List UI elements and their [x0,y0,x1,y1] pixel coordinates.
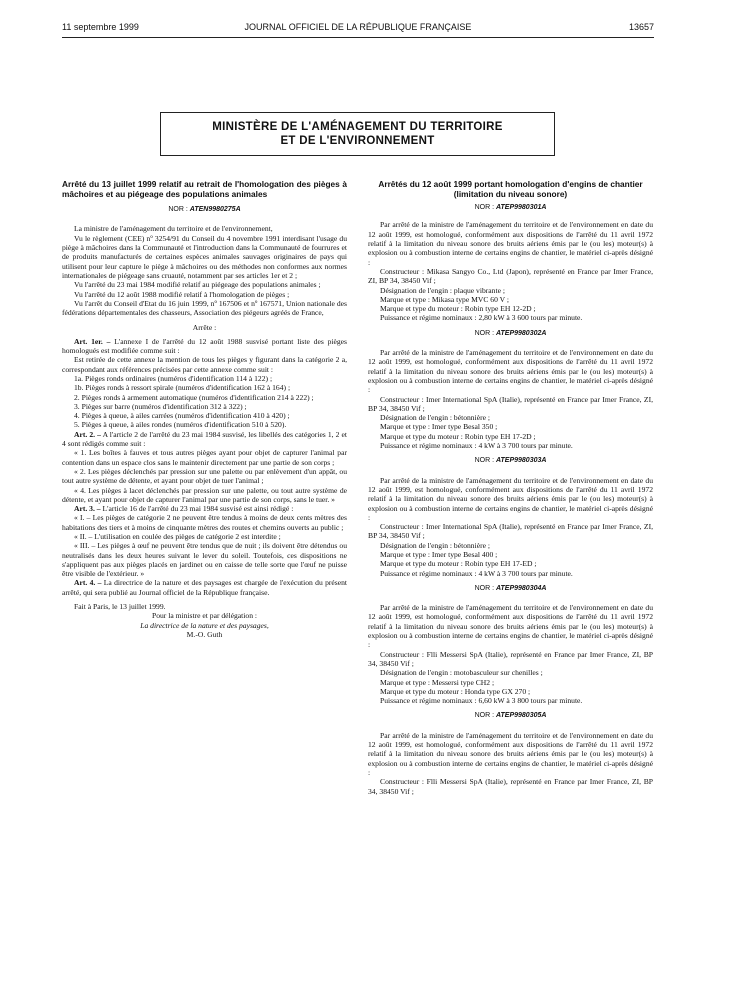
ministry-box [160,112,555,156]
decree-item: Constructeur : Imer International SpA (Italie), représenté en France par Imer France, ZI, BP 34, 38450 Vif ; [368,394,653,413]
paragraph: « II. – L'utilisation en coulée des pièges de catégorie 2 est interdite ; [74,531,281,541]
right-column [368,180,653,796]
paragraph: 2. Pièges ronds à armement automatique (numéros d'identification 214 à 222) ; [74,392,314,402]
paragraph: « I. – Les pièges de catégorie 2 ne peuvent être tendus à moins de deux cents mètres des habitations des tiers et à moins de cinquante mètres des routes et chemins ouverts au public ; [62,513,347,532]
decree-item: Constructeur : Imer International SpA (Italie), représenté en France par Imer France, ZI, BP 34, 38450 Vif ; [368,522,653,541]
decree-intro: Par arrêté de la ministre de l'aménagement du territoire et de l'environnement en date du 12 août 1999, est homologué, conformément aux dispositions de l'arrêté du 11 avril 1972 relatif à la limitation du niveau sonore des bruits aériens émis par le (ou les) moteur(s) à explosion ou à combustion interne de certains engins de chantier, le matériel ci-après désigné : [368,348,653,395]
decree-item: Puissance et régime nominaux : 4 kW à 3 700 tours par minute. [380,568,573,578]
decree-item: Puissance et régime nominaux : 6,60 kW à 3 800 tours par minute. [380,696,583,706]
article-3-text: L'article 16 de l'arrêté du 23 mai 1984 susvisé est ainsi rédigé : [100,504,294,514]
nor-label: NOR : [474,329,495,337]
decree-title: Arrêté du 13 juillet 1999 relatif au retrait de l'homologation des pièges à mâchoires et au piégeage des populations animales [62,179,347,199]
paragraph: 4. Pièges à queue, à ailes carrées (numéros d'identification 410 à 420) ; [74,411,290,421]
decrees-title: Arrêtés du 12 août 1999 portant homologation d'engins de chantier (limitation du niveau sonore) [378,179,643,199]
nor-label: NOR : [474,204,495,212]
decree-item: Constructeur : Flli Messersi SpA (Italie), représenté en France par Imer France, ZI, BP 34, 38450 Vif ; [368,777,653,796]
paragraph: 1a. Pièges ronds ordinaires (numéros d'identification 114 à 122) ; [74,373,273,383]
page-header [62,22,654,36]
decree-item: Marque et type : Imer type Besal 400 ; [380,549,498,559]
article-1-body [62,355,347,429]
paragraph: « III. – Les pièges à œuf ne peuvent être tendus que de nuit ; ils doivent être détendus ou neutralisés dans les deux heures suivant le lever du soleil. Toutefois, ces dispositions ne s'appliquent pas aux pièges placés en jardinet ou en caisse de telle sorte que l'œuf ne puisse être visible de l'extérieur. » [62,541,347,579]
decree-intro: Par arrêté de la ministre de l'aménagement du territoire et de l'environnement en date du 12 août 1999, est homologué, conformément aux dispositions de l'arrêté du 11 avril 1972 relatif à la limitation du niveau sonore des bruits aériens émis par le (ou les) moteur(s) à explosion ou à combustion interne de certains engins de chantier, le matériel ci-après désigné : [368,475,653,522]
nor-label: NOR : [168,206,188,214]
paragraph: 5. Pièges à queue, à ailes rondes (numéros d'identification 510 à 520). [74,420,287,430]
decree-item: Marque et type : Messersi type CH2 ; [380,677,495,687]
nor-code: ATEN9980275A [189,206,241,214]
article-3-label: Art. 3. – [74,504,101,514]
paragraph: 1b. Pièges ronds à ressort spirale (numéros d'identification 162 à 164) ; [74,383,291,393]
article-1 [62,337,347,356]
header-date: 11 septembre 1999 [62,22,139,32]
nor-code: ATEP9980301A [495,204,547,212]
header-rule [62,37,654,38]
signature-line-2: La directrice de la nature et des paysages, [140,620,269,630]
decree-item: Marque et type du moteur : Robin type EH 17-ED ; [380,559,537,569]
decree-item: Désignation de l'engin : plaque vibrante ; [380,285,505,295]
article-4 [62,578,347,597]
nor-reference [368,203,653,212]
paragraph: « 1. Les boîtes à fauves et tous autres pièges ayant pour objet de capturer l'animal par contention dans un espace clos sans le maintenir directement par une partie de son corps ; [62,448,347,467]
left-column [62,180,347,639]
arrete-heading: Arrête : [192,323,217,333]
article-3 [62,504,347,513]
article-2-text: A l'article 2 de l'arrêté du 23 mai 1984 susvisé, les libellés des catégories 1, 2 et 4 sont rédigés comme suit : [62,429,347,449]
signature-line-1: Pour la ministre et par délégation : [151,611,258,621]
paragraph: Vu l'arrêté du 23 mai 1984 modifié relatif au piégeage des populations animales ; [74,280,321,290]
nor-code: ATEP9980303A [495,457,547,465]
decree-item: Marque et type du moteur : Honda type GX 270 ; [380,686,531,696]
done-at: Fait à Paris, le 13 juillet 1999. [74,602,166,612]
nor-code: ATEP9980305A [495,712,547,720]
article-3-body [62,513,347,578]
decree-item: Marque et type : Imer type Besal 350 ; [380,422,498,432]
paragraph: Vu le règlement (CEE) nº 3254/91 du Conseil du 4 novembre 1991 interdisant l'usage du piège à mâchoires dans la Communauté et l'introduction dans la Communauté de fourrures et de produits manufacturés de certaines espèces animales sauvages originaires de pays qui utilisent pour leur capture le piège à mâchoires ou des méthodes non conformes aux normes internationales de piégeage sans cruauté, notamment par ses articles 1er et 2 ; [62,233,347,280]
nor-reference [368,711,653,720]
paragraph: « 4. Les pièges à lacet déclenchés par pression sur une palette, ou tout autre système de détente, et ayant pour objet de capturer l'animal par une partie de son corps, sans le tuer. » [62,485,347,504]
ministry-line-2: ET DE L'ENVIRONNEMENT [280,135,435,147]
header-page-number: 13657 [628,22,654,32]
decree-intro: Par arrêté de la ministre de l'aménagement du territoire et de l'environnement en date du 12 août 1999, est homologué, conformément aux dispositions de l'arrêté du 11 avril 1972 relatif à la limitation du niveau sonore des bruits aériens émis par le (ou les) moteur(s) à explosion ou à combustion interne de certains engins de chantier, le matériel ci-après désigné : [368,730,653,777]
decree-item: Marque et type du moteur : Robin type EH 17-2D ; [380,431,536,441]
decree-item: Puissance et régime nominaux : 2,80 kW à 3 600 tours par minute. [380,313,583,323]
paragraph: Vu l'arrêt du Conseil d'Etat du 16 juin 1999, nº 167506 et nº 167571, Union nationale des fédérations départementales des chasseurs, Association des piégeurs agréés de France, [62,298,347,318]
article-1-label: Art. 1er. – [74,336,111,346]
decree-item: Désignation de l'engin : bétonnière ; [380,540,490,550]
nor-code: ATEP9980304A [495,584,547,592]
decree-item: Marque et type du moteur : Robin type EH 12-2D ; [380,304,536,314]
nor-reference [368,456,653,465]
decree-intro: Par arrêté de la ministre de l'aménagement du territoire et de l'environnement en date du 12 août 1999, est homologué, conformément aux dispositions de l'arrêté du 11 avril 1972 relatif à la limitation du niveau sonore des bruits aériens émis par le (ou les) moteur(s) à explosion ou à combustion interne de certains engins de chantier, le matériel ci-après désigné : [368,603,653,650]
article-1-text: L'annexe I de l'arrêté du 12 août 1988 susvisé portant liste des pièges homologués est modifiée comme suit : [62,336,347,356]
paragraph: Est retirée de cette annexe la mention de tous les pièges y figurant dans la catégorie 2 a, correspondant aux références précisées par cette annexe comme suit : [62,355,347,374]
preamble [62,224,347,317]
decree-item: Constructeur : Flli Messersi SpA (Italie), représenté en France par Imer France, ZI, BP 34, 38450 Vif ; [368,649,653,668]
paragraph: Vu l'arrêté du 12 août 1988 modifié relatif à l'homologation de pièges ; [74,289,290,299]
article-2-label: Art. 2. – [74,429,101,439]
decree-sections [368,203,653,796]
paragraph: 3. Pièges sur barre (numéros d'identification 312 à 322) ; [74,401,247,411]
decree-intro: Par arrêté de la ministre de l'aménagement du territoire et de l'environnement en date du 12 août 1999, est homologué, conformément aux dispositions de l'arrêté du 11 avril 1972 relatif à la limitation du niveau sonore des bruits aériens émis par le (ou les) moteur(s) à explosion ou à combustion interne de certains engins de chantier, le matériel ci-après désigné : [368,220,653,267]
article-4-text: La directrice de la nature et des paysages est chargée de l'exécution du présent arrêté, qui sera publié au Journal officiel de la République française. [62,578,348,597]
ministry-line-1: MINISTÈRE DE L'AMÉNAGEMENT DU TERRITOIRE [212,121,503,133]
article-2 [62,430,347,449]
article-2-body [62,448,347,504]
nor-reference [62,205,347,214]
decree-item: Marque et type : Mikasa type MVC 60 V ; [380,294,510,304]
nor-reference [368,584,653,593]
decree-item: Puissance et régime nominaux : 4 kW à 3 700 tours par minute. [380,441,573,451]
signature-name: M.-O. Guth [186,629,223,639]
article-4-label: Art. 4. – [74,578,102,588]
nor-label: NOR : [474,457,495,465]
nor-code: ATEP9980302A [495,329,547,337]
header-journal-title: JOURNAL OFFICIEL DE LA RÉPUBLIQUE FRANÇAISE [244,22,472,32]
nor-label: NOR : [474,712,495,720]
nor-label: NOR : [474,584,495,592]
decree-item: Constructeur : Mikasa Sangyo Co., Ltd (Japon), représenté en France par Imer France, ZI, BP 34, 38450 Vif ; [368,266,653,286]
decree-item: Désignation de l'engin : bétonnière ; [380,413,490,423]
paragraph: La ministre de l'aménagement du territoire et de l'environnement, [74,224,273,234]
decree-item: Désignation de l'engin : motobasculeur sur chenilles ; [380,668,543,678]
paragraph: « 2. Les pièges déclenchés par pression sur une palette ou par enlèvement d'un appât, ou tout autre système de détente, et ayant pour objet de tuer l'animal ; [62,466,347,486]
nor-reference [368,329,653,338]
